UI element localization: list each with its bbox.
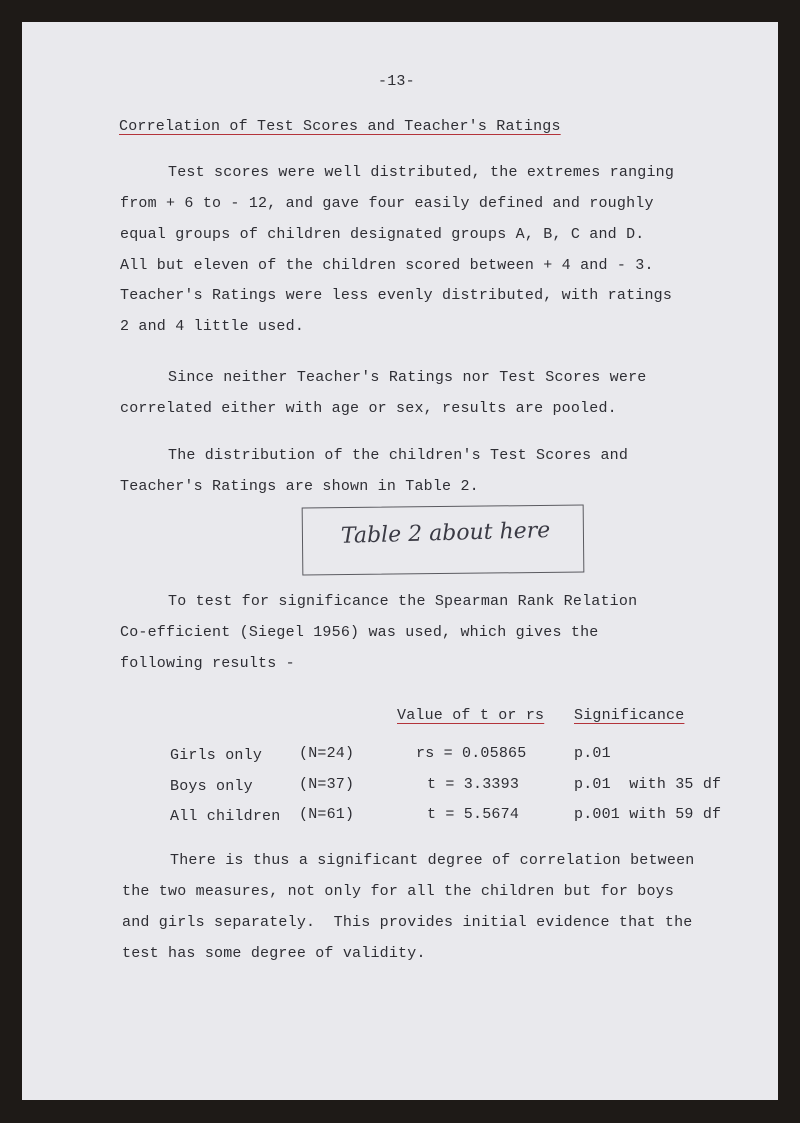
para1-line4: All but eleven of the children scored between + 4 and - 3. [120, 257, 654, 274]
para1-line3: equal groups of children designated groups A, B, C and D. [120, 226, 645, 243]
para5-line2: the two measures, not only for all the children but for boys [122, 883, 675, 900]
row-value: t = 3.3393 [427, 776, 520, 793]
para1-line1: Test scores were well distributed, the extremes ranging [168, 164, 675, 181]
row-value: t = 5.5674 [427, 806, 520, 823]
row-group: Girls only [170, 747, 263, 764]
para3-line2: Teacher's Ratings are shown in Table 2. [120, 478, 479, 495]
para4-line2: Co-efficient (Siegel 1956) was used, which gives the [120, 624, 599, 641]
para3-line1: The distribution of the children's Test Scores and [168, 447, 629, 464]
handwritten-note: Table 2 about here [340, 518, 551, 549]
document-page [22, 22, 778, 1100]
row-n: (N=37) [299, 776, 355, 793]
row-n: (N=61) [299, 806, 355, 823]
para2-line2: correlated either with age or sex, results are pooled. [120, 400, 617, 417]
para4-line3: following results - [120, 655, 295, 672]
row-group: Boys only [170, 778, 253, 795]
para2-line1: Since neither Teacher's Ratings nor Test Scores were [168, 369, 647, 386]
table-header-significance: Significance [574, 707, 685, 724]
handwritten-table-placeholder [302, 505, 585, 576]
row-significance: p.01 [574, 745, 611, 762]
row-value: rs = 0.05865 [416, 745, 527, 762]
page-number: -13- [378, 73, 415, 90]
section-heading: Correlation of Test Scores and Teacher's Ratings [119, 118, 561, 135]
row-significance: p.01 with 35 df [574, 776, 722, 793]
para5-line4: test has some degree of validity. [122, 945, 426, 962]
para1-line2: from + 6 to - 12, and gave four easily defined and roughly [120, 195, 654, 212]
para1-line5: Teacher's Ratings were less evenly distributed, with ratings [120, 287, 673, 304]
row-n: (N=24) [299, 745, 355, 762]
para5-line1: There is thus a significant degree of correlation between [170, 852, 695, 869]
para4-line1: To test for significance the Spearman Rank Relation [168, 593, 638, 610]
para5-line3: and girls separately. This provides initial evidence that the [122, 914, 693, 931]
row-group: All children [170, 808, 281, 825]
row-significance: p.001 with 59 df [574, 806, 722, 823]
para1-line6: 2 and 4 little used. [120, 318, 305, 335]
table-header-value: Value of t or rs [397, 707, 545, 724]
